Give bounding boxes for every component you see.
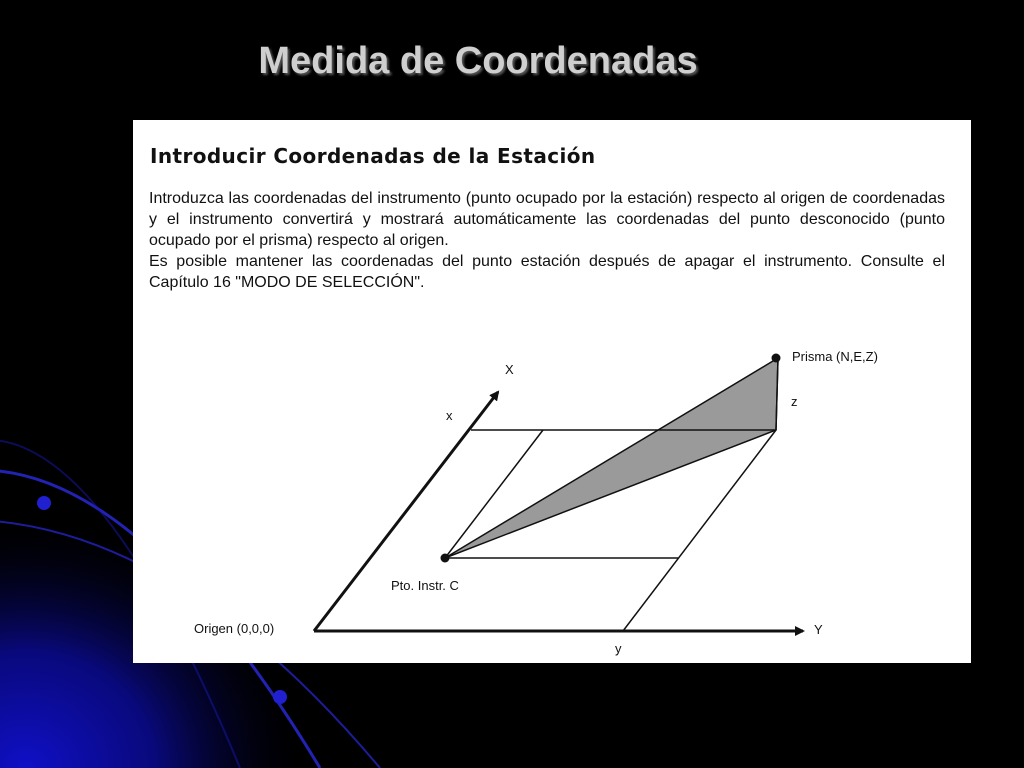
coord-z-label: z [791,394,798,409]
axis-x-line [314,392,498,631]
coord-y-label: y [615,641,622,656]
axis-x-label: X [505,362,514,377]
content-panel [133,120,971,663]
shaded-triangle [445,358,778,558]
decorative-dot [37,496,51,510]
doc-paragraph: Introduzca las coordenadas del instrumento (punto ocupado por la estación) respecto al origen de coordenadas y el instrumento convertirá y mostrará automáticamente las coordenadas del punto desconocido (punto ocupado por el prisma) respecto al origen. [149,190,945,249]
doc-paragraph: Es posible mantener las coordenadas del punto estación después de apagar el instrumento. Consulte el Capítulo 16 "MODO DE SELECCIÓN". [149,253,945,291]
doc-heading: Introducir Coordenadas de la Estación [150,144,596,168]
doc-body [149,188,945,293]
station-point-dot-icon [441,554,450,563]
decorative-dot [273,690,287,704]
axis-y-label: Y [814,622,823,637]
origin-label: Origen (0,0,0) [194,621,275,636]
coord-x-label: x [446,408,453,423]
slide-title: Medida de Coordenadas [258,40,698,82]
prism-point-dot-icon [772,354,781,363]
prism-label: Prisma (N,E,Z) [792,349,878,364]
instrument-label: Pto. Instr. C [391,578,459,593]
